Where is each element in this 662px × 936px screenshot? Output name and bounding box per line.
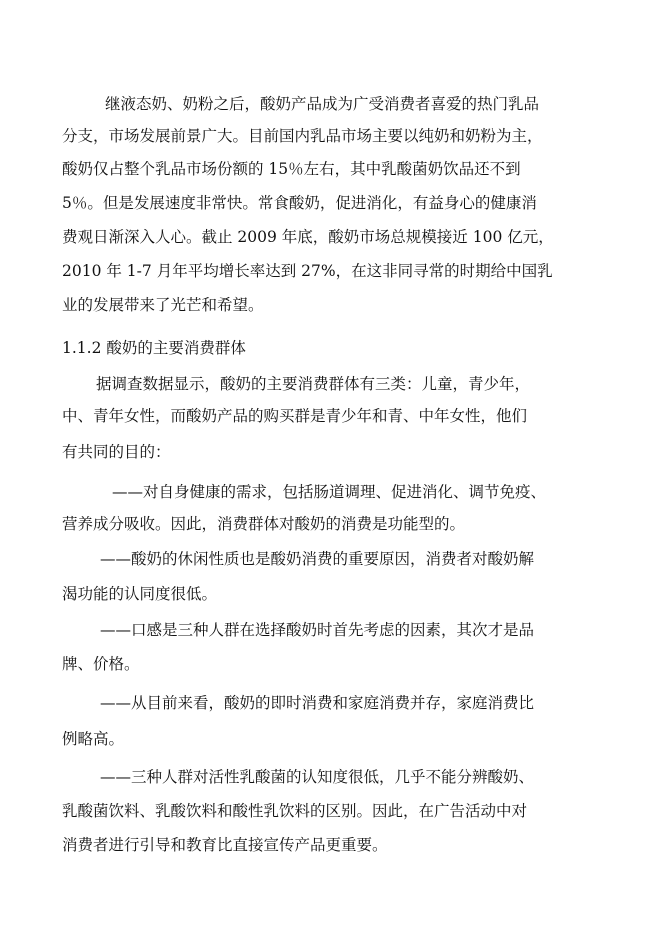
bullet-4-line-2: 例略高。 [62, 730, 125, 748]
paragraph-2-line-2: 中、青年女性，而酸奶产品的购买群是青少年和青、中年女性，他们 [62, 407, 528, 425]
bullet-5-line-3: 消费者进行引导和教育比直接宣传产品更重要。 [62, 836, 388, 854]
bullet-5-line-2: 乳酸菌饮料、乳酸饮料和酸性乳饮料的区别。因此，在广告活动中对 [62, 802, 528, 820]
paragraph-1-line-5: 费观日渐深入人心。截止 2009 年底，酸奶市场总规模接近 100 亿元， [62, 228, 554, 246]
bullet-1-line-1: ——对自身健康的需求，包括肠道调理、促进消化、调节免疫、 [112, 483, 547, 501]
paragraph-1-line-7: 业的发展带来了光芒和希望。 [62, 296, 264, 314]
bullet-3-line-2: 牌、价格。 [62, 655, 140, 673]
paragraph-2-line-1: 据调查数据显示，酸奶的主要消费群体有三类：儿童，青少年， [96, 375, 531, 393]
paragraph-1-line-4: 5％。但是发展速度非常快。常食酸奶，促进消化，有益身心的健康消 [62, 194, 537, 212]
paragraph-1-line-1: 继液态奶、奶粉之后，酸奶产品成为广受消费者喜爱的热门乳品 [105, 95, 540, 113]
section-heading: 1.1.2 酸奶的主要消费群体 [62, 339, 246, 357]
bullet-4-line-1: ——从目前来看，酸奶的即时消费和家庭消费并存，家庭消费比 [100, 694, 535, 712]
bullet-2-line-2: 渴功能的认同度很低。 [62, 585, 218, 603]
bullet-1-line-2: 营养成分吸收。因此，消费群体对酸奶的消费是功能型的。 [62, 515, 466, 533]
paragraph-1-line-6: 2010 年 1-7 月年平均增长率达到 27%，在这非同寻常的时期给中国乳 [62, 262, 553, 280]
paragraph-2-line-3: 有共同的目的： [62, 443, 171, 461]
paragraph-1-line-2: 分支，市场发展前景广大。目前国内乳品市场主要以纯奶和奶粉为主， [62, 127, 543, 145]
bullet-2-line-1: ——酸奶的休闲性质也是酸奶消费的重要原因，消费者对酸奶解 [100, 550, 535, 568]
bullet-5-line-1: ——三种人群对活性乳酸菌的认知度很低，几乎不能分辨酸奶、 [100, 768, 535, 786]
paragraph-1-line-3: 酸奶仅占整个乳品市场份额的 15％左右，其中乳酸菌奶饮品还不到 [62, 160, 521, 178]
bullet-3-line-1: ——口感是三种人群在选择酸奶时首先考虑的因素，其次才是品 [100, 621, 535, 639]
